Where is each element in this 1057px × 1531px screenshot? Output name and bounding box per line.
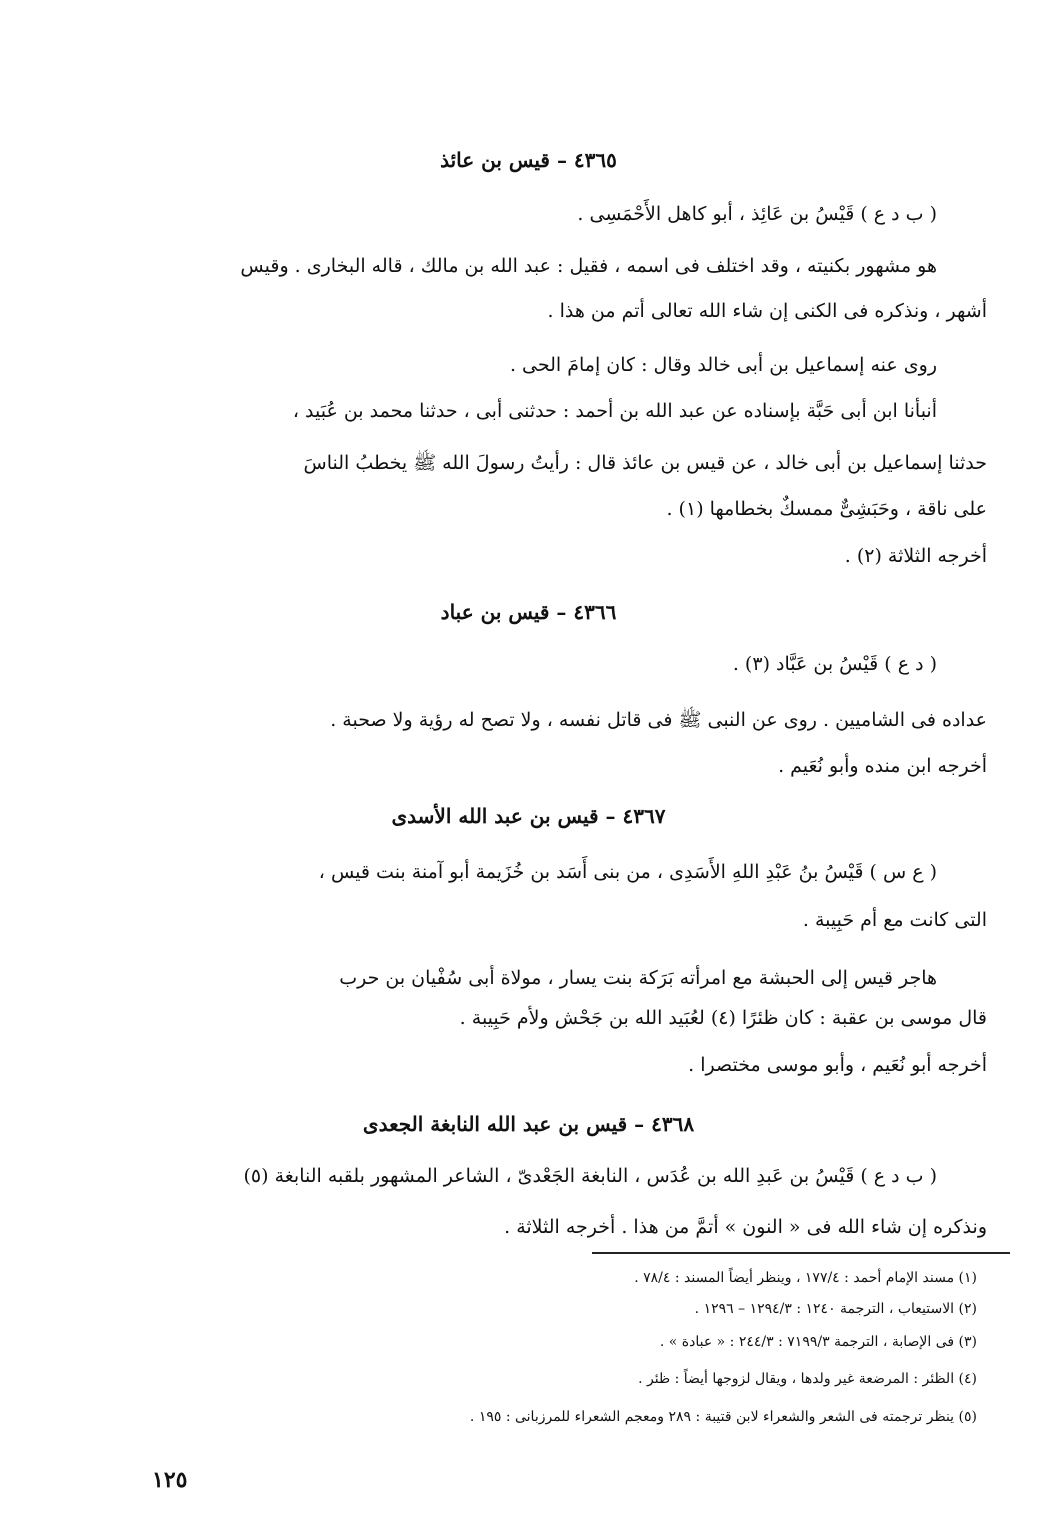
entry-line: أنبأنا ابن أبى حَبَّة بإسناده عن عبد الله بن أحمد : حدثنى أبى ، حدثنا محمد بن عُبَيد ، xyxy=(292,400,937,422)
footnote-divider xyxy=(592,1252,1010,1254)
entry-line: هاجر قيس إلى الحبشة مع امرأته بَرَكة بنت يسار ، مولاة أبى سُفْيان بن حرب xyxy=(339,967,937,989)
entry-line: أخرجه الثلاثة (٢) . xyxy=(844,545,987,567)
entry-line: ونذكره إن شاء الله فى « النون » أتمَّ من هذا . أخرجه الثلاثة . xyxy=(504,1216,987,1238)
entry-line: ( ب د ع ) قَيْسُ بن عَبدِ الله بن عُدَس ، النابغة الجَعْدىّ ، الشاعر المشهور بلقبه النابغة (٥) xyxy=(243,1165,937,1187)
entry-line: على ناقة ، وحَبَشِىٌّ ممسكٌ بخطامها (١) . xyxy=(666,498,987,520)
entry-line: ( ع س ) قَيْسُ بنُ عَبْدِ اللهِ الأَسَدِى ، من بنى أَسَد بن خُزَيمة أبو آمنة بنت قيس ، xyxy=(318,861,937,883)
entry-line: أخرجه ابن منده وأبو نُعَيم . xyxy=(778,755,987,777)
page-number: ١٢٥ xyxy=(152,1467,188,1493)
footnote: (٤) الظئر : المرضعة غير ولدها ، ويقال لزوجها أيضاً : ظئر . xyxy=(638,1371,977,1387)
footnote: (٥) ينظر ترجمته فى الشعر والشعراء لابن قتيبة : ٢٨٩ ومعجم الشعراء للمرزبانى : ١٩٥ . xyxy=(469,1409,977,1425)
entry-heading: ٤٣٦٥ – قيس بن عائذ xyxy=(440,148,617,172)
entry-line: حدثنا إسماعيل بن أبى خالد ، عن قيس بن عائذ قال : رأيتُ رسولَ الله ﷺ يخطبُ الناسَ xyxy=(303,452,987,474)
entry-line: التى كانت مع أم حَبِيبة . xyxy=(802,909,987,931)
entry-line: قال موسى بن عقبة : كان ظئرًا (٤) لعُبَيد الله بن جَحْش ولأم حَبِيبة . xyxy=(459,1007,987,1029)
footnote: (٣) فى الإصابة ، الترجمة ٧١٩٩/٣ : ٢٤٤/٣ : « عبادة » . xyxy=(659,1334,977,1350)
entry-line: أشهر ، ونذكره فى الكنى إن شاء الله تعالى أتم من هذا . xyxy=(547,300,987,322)
entry-line: ( ب د ع ) قَيْسُ بن عَائِذ ، أبو كاهل الأَحْمَسِى . xyxy=(577,203,937,225)
entry-line: عداده فى الشاميين . روى عن النبى ﷺ فى قاتل نفسه ، ولا تصح له رؤية ولا صحبة . xyxy=(330,709,987,731)
entry-heading: ٤٣٦٧ – قيس بن عبد الله الأسدى xyxy=(391,804,666,828)
entry-heading: ٤٣٦٦ – قيس بن عباد xyxy=(440,600,617,624)
entry-line: روى عنه إسماعيل بن أبى خالد وقال : كان إمامَ الحى . xyxy=(509,354,937,376)
entry-heading: ٤٣٦٨ – قيس بن عبد الله النابغة الجعدى xyxy=(362,1112,695,1136)
entry-line: هو مشهور بكنيته ، وقد اختلف فى اسمه ، فقيل : عبد الله بن مالك ، قاله البخارى . وقيس xyxy=(240,255,937,277)
footnote: (١) مسند الإمام أحمد : ١٧٧/٤ ، وينظر أيضاً المسند : ٧٨/٤ . xyxy=(634,1270,977,1286)
entry-line: أخرجه أبو نُعَيم ، وأبو موسى مختصرا . xyxy=(688,1054,987,1076)
footnote: (٢) الاستيعاب ، الترجمة ١٢٤٠ : ١٢٩٤/٣ – ١٢٩٦ . xyxy=(694,1301,977,1317)
entry-line: ( د ع ) قَيْسُ بن عَبَّاد (٣) . xyxy=(732,653,937,675)
